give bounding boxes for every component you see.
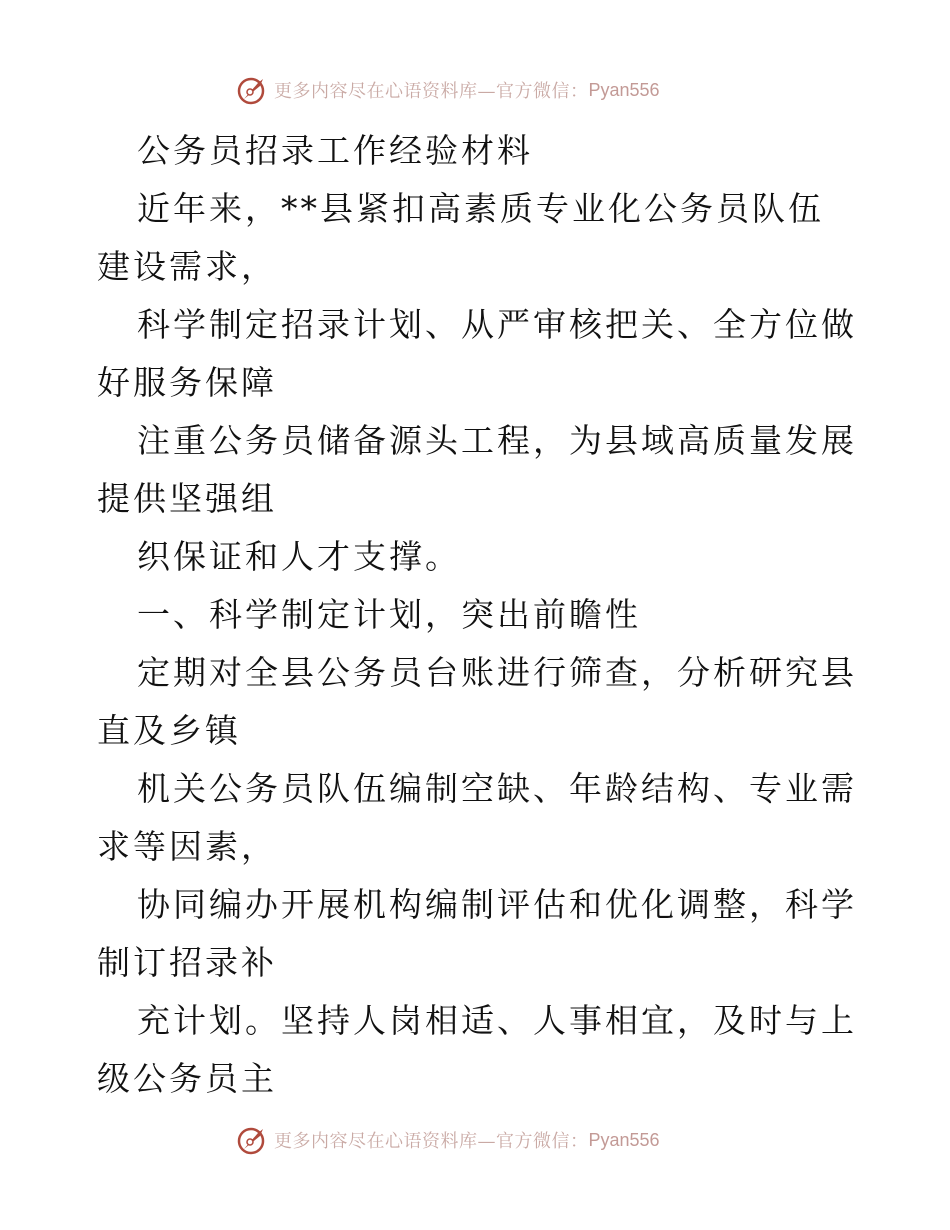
footer-banner [236, 1122, 756, 1158]
banner-text: 更多内容尽在心语资料库—官方微信： [274, 81, 589, 102]
paragraph: 近年来，**县紧扣高素质专业化公务员队伍建设需求， [97, 189, 824, 286]
paragraph: 充计划。坚持人岗相适、人事相宜，及时与上级公务员主 [97, 1001, 857, 1098]
banner-text: 更多内容尽在心语资料库—官方微信： [274, 1131, 589, 1152]
banner-wechat-id: Pyan556 [588, 79, 660, 100]
paragraph: 机关公务员队伍编制空缺、年龄结构、专业需求等因素， [97, 769, 857, 866]
document-body [97, 122, 857, 1108]
paragraph: 协同编办开展机构编制评估和优化调整，科学制订招录补 [97, 885, 857, 982]
header-banner [236, 72, 756, 108]
paragraph: 定期对全县公务员台账进行筛查，分析研究县直及乡镇 [97, 653, 857, 750]
paragraph: 注重公务员储备源头工程，为县域高质量发展提供坚强组 [97, 421, 857, 518]
paragraph: 织保证和人才支撑。 [137, 537, 461, 576]
banner-wechat-id: Pyan556 [588, 1129, 660, 1150]
section-heading: 一、科学制定计划，突出前瞻性 [137, 595, 641, 634]
paragraph: 科学制定招录计划、从严审核把关、全方位做好服务保障 [97, 305, 857, 402]
pen-nib-logo-icon [236, 73, 270, 107]
document-title: 公务员招录工作经验材料 [137, 131, 533, 170]
pen-nib-logo-icon [236, 1123, 270, 1157]
